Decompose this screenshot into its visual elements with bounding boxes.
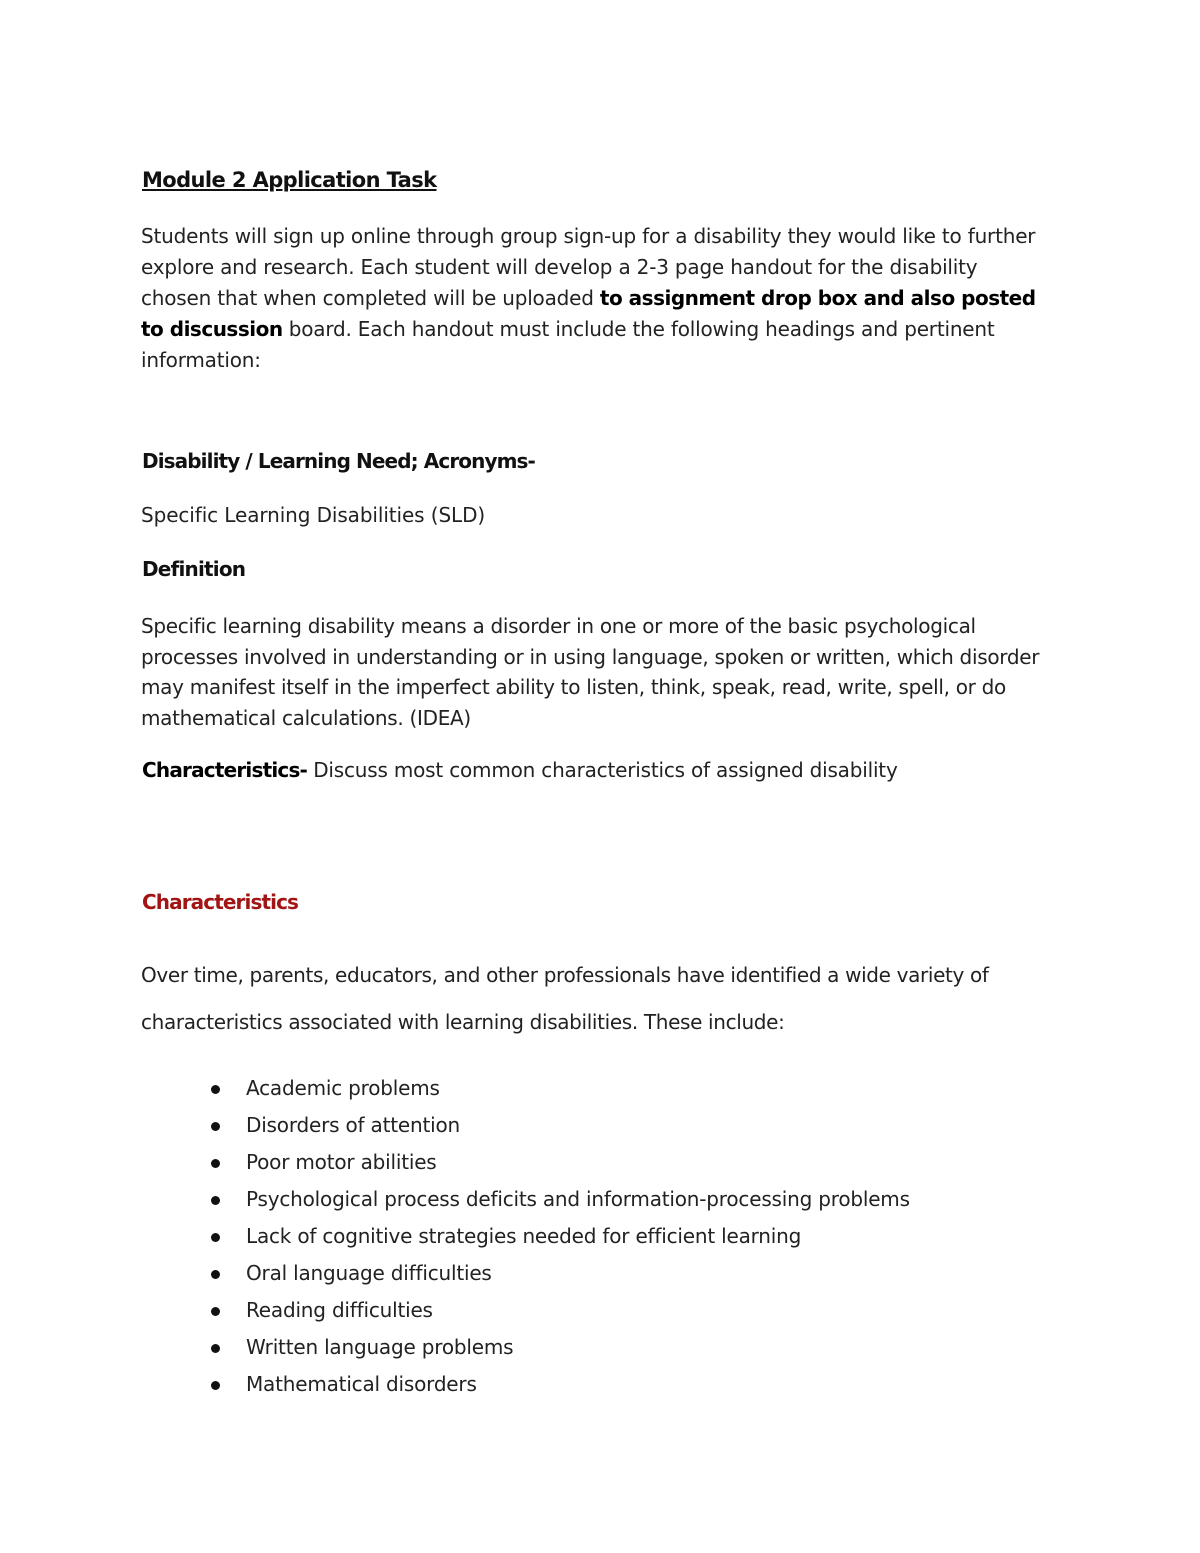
definition-heading: Definition xyxy=(142,557,246,581)
list-item-text: Poor motor abilities xyxy=(246,1150,437,1174)
bullet-dot-icon xyxy=(211,1307,220,1316)
list-item xyxy=(210,1182,910,1219)
list-item-text: Disorders of attention xyxy=(246,1113,460,1137)
intro-bold-text: to assignment drop box and also posted to discussion xyxy=(141,286,1036,341)
bullet-dot-icon xyxy=(211,1159,220,1168)
list-item-text: Reading difficulties xyxy=(246,1298,433,1322)
list-item-text: Mathematical disorders xyxy=(246,1372,477,1396)
intro-text-end: board. Each handout must include the following headings and pertinent information: xyxy=(141,317,995,372)
characteristics-intro: Over time, parents, educators, and other professionals have identified a wide variety of characteristics associated with learning disabilities. These include: xyxy=(141,963,989,1034)
intro-text-start: Students will sign up online through group sign-up for a disability they would like to further explore and research. Each student will develop a 2-3 page handout for the disability chosen that when completed will be uploaded xyxy=(141,224,1036,310)
list-item xyxy=(210,1071,910,1108)
characteristics-list xyxy=(210,1071,910,1404)
list-item-text: Psychological process deficits and information-processing problems xyxy=(246,1187,910,1211)
characteristics-prompt: Discuss most common characteristics of assigned disability xyxy=(307,758,898,782)
definition-text: Specific learning disability means a disorder in one or more of the basic psychological processes involved in understanding or in using language, spoken or written, which disorder may manifest itself in the imperfect ability to listen, think, speak, read, write, spell, or do mathematical calculations. (IDEA) xyxy=(141,614,1040,730)
characteristics-section-heading: Characteristics xyxy=(142,890,299,914)
bullet-dot-icon xyxy=(211,1122,220,1131)
bullet-dot-icon xyxy=(211,1196,220,1205)
characteristics-label: Characteristics- xyxy=(142,758,308,782)
list-item xyxy=(210,1219,910,1256)
document-title: Module 2 Application Task xyxy=(142,168,437,192)
bullet-dot-icon xyxy=(211,1381,220,1390)
bullet-dot-icon xyxy=(211,1233,220,1242)
characteristics-prompt-line xyxy=(142,758,898,782)
bullet-dot-icon xyxy=(211,1270,220,1279)
list-item xyxy=(210,1367,910,1404)
list-item-text: Oral language difficulties xyxy=(246,1261,492,1285)
list-item xyxy=(210,1256,910,1293)
intro-paragraph xyxy=(141,221,1051,376)
list-item-text: Written language problems xyxy=(246,1335,514,1359)
list-item xyxy=(210,1145,910,1182)
bullet-dot-icon xyxy=(211,1085,220,1094)
disability-value: Specific Learning Disabilities (SLD) xyxy=(141,503,486,527)
list-item xyxy=(210,1108,910,1145)
list-item xyxy=(210,1293,910,1330)
list-item xyxy=(210,1330,910,1367)
disability-heading: Disability / Learning Need; Acronyms- xyxy=(142,449,535,473)
bullet-dot-icon xyxy=(211,1344,220,1353)
list-item-text: Lack of cognitive strategies needed for efficient learning xyxy=(246,1224,802,1248)
list-item-text: Academic problems xyxy=(246,1076,440,1100)
